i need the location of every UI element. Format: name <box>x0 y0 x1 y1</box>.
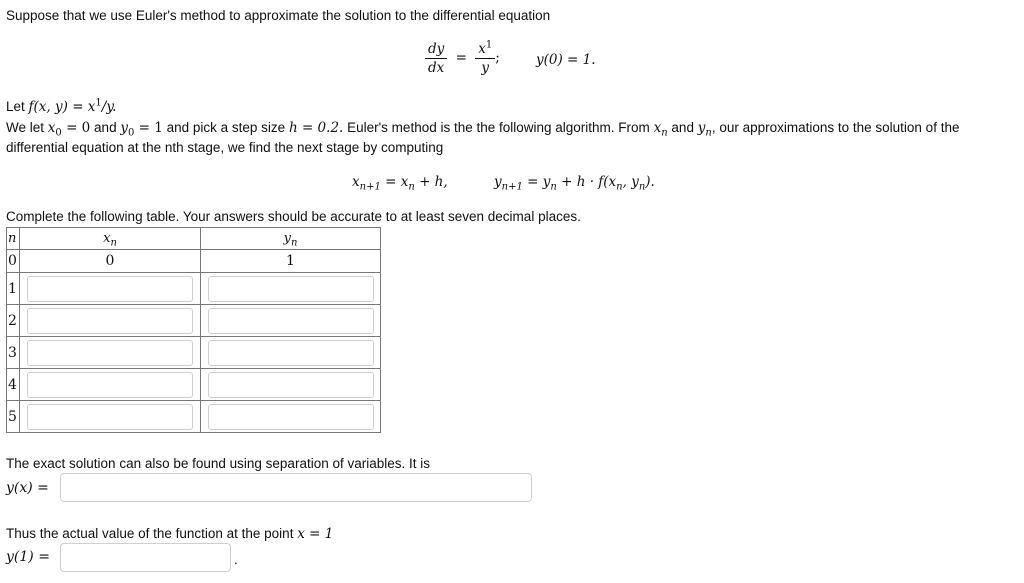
thus-text: Thus the actual value of the function at the point x = 1 <box>6 526 334 542</box>
x3-input[interactable] <box>27 340 193 366</box>
row-0-n: 0 <box>7 250 20 273</box>
algorithm-y: $y_{n+1} = y_n + h \cdot f(x_n$, $y_n$). <box>494 174 655 193</box>
x5-input[interactable] <box>27 404 193 430</box>
row-0-x: 0 <box>20 250 201 273</box>
row-4-y-cell <box>201 369 381 401</box>
x1-input[interactable] <box>27 276 193 302</box>
row-5-n: 5 <box>7 401 20 433</box>
row-2-n: 2 <box>7 305 20 337</box>
x4-input[interactable] <box>27 372 193 398</box>
row-4-x-cell <box>20 369 201 401</box>
header-yn: $y_n$ <box>201 228 381 250</box>
exact-solution-text: The exact solution can also be found using separation of variables. It is <box>6 456 431 471</box>
row-2-x-cell <box>20 305 201 337</box>
let-line: Let f(x, $y) = x^1/y$. <box>6 97 117 115</box>
y1-value-input[interactable] <box>60 543 231 572</box>
row-1-x-cell <box>20 273 201 305</box>
complete-instruction: Complete the following table. Your answers should be accurate to at least seven decimal places. <box>6 209 581 224</box>
x2-input[interactable] <box>27 308 193 334</box>
row-4-n: 4 <box>7 369 20 401</box>
y5-input[interactable] <box>208 404 374 430</box>
header-n: n <box>7 228 20 250</box>
ode-equation: $\frac{dy}{dx}$ = $\frac{x^1}{y}$ ; <box>425 41 500 76</box>
row-5-y-cell <box>201 401 381 433</box>
header-xn: $x_n$ <box>20 228 201 250</box>
row-2-y-cell <box>201 305 381 337</box>
row-1-y-cell <box>201 273 381 305</box>
y3-input[interactable] <box>208 340 374 366</box>
y1-input[interactable] <box>208 276 374 302</box>
we-let-line: We let $x_0 = 0$ and $y_0 = 1$ and pick a step size h = 0.2. Euler's method is the the following algorithm. From $x_n$ and $y_n$, our approximations to the solution of the <box>6 120 960 139</box>
row-3-n: 3 <box>7 337 20 369</box>
row-1-n: 1 <box>7 273 20 305</box>
row-3-y-cell <box>201 337 381 369</box>
exact-solution-input[interactable] <box>60 473 532 502</box>
yx-label: y(x) = <box>6 480 49 496</box>
algorithm-x: $x_{n+1} = x_n + h$, <box>352 174 448 193</box>
trailing-period: . <box>234 552 238 567</box>
y4-input[interactable] <box>208 372 374 398</box>
initial-condition: y(0) = 1. <box>536 52 596 68</box>
row-3-x-cell <box>20 337 201 369</box>
y1-label: y(1) = <box>6 549 50 565</box>
intro-text: Suppose that we use Euler's method to approximate the solution to the differential equation <box>6 8 551 23</box>
we-let-line-2: differential equation at the nth stage, we find the next stage by computing <box>6 140 444 155</box>
row-5-x-cell <box>20 401 201 433</box>
row-0-y: 1 <box>201 250 381 273</box>
euler-table <box>6 227 381 433</box>
y2-input[interactable] <box>208 308 374 334</box>
